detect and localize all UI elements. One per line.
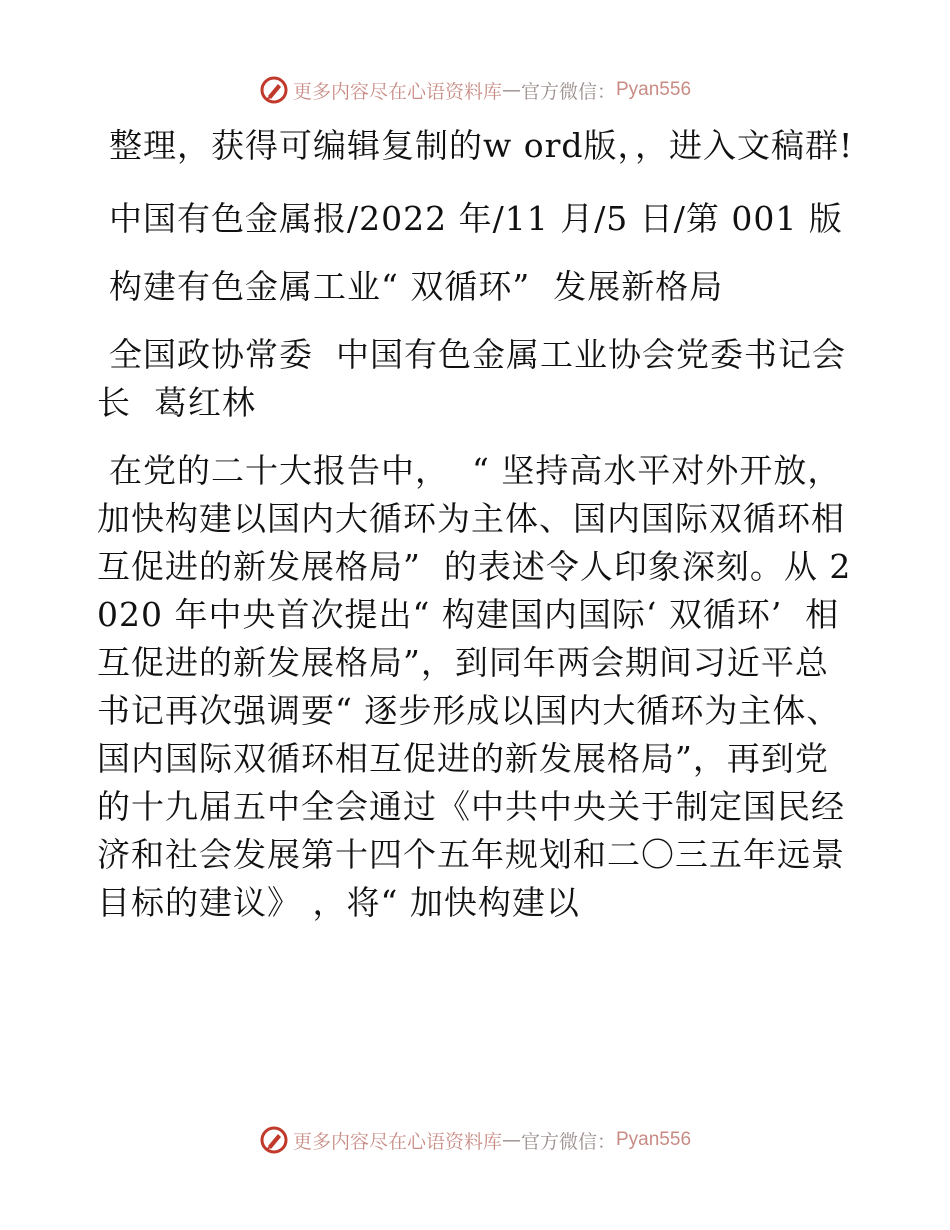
watermark-wechat-id: Pyan556 <box>616 1129 692 1150</box>
pen-logo-icon <box>259 1125 289 1155</box>
watermark-official-label: 官方微信： <box>520 80 616 103</box>
body-paragraph: 在党的二十大报告中， “ 坚持高水平对外开放，加快构建以国内大循环为主体、国内国际双循环相互促进的新发展格局” 的表述令人印象深刻。从 2020 年中央首次提出“ 构建国内国际‘ 双循环’ 相互促进的新发展格局”，到同年两会期间习近平总书记再次强调要“ 逐步形成以国内大循环为主体、国内国际双循环相互促进的新发展格局”，再到党的十九届五中全会通过《中共中央关于制定国民经济和社会发展第十四个五年规划和二〇三五年远景目标的建议》 ，将“ 加快构建以 <box>97 451 852 922</box>
intro-paragraph: 整理，获得可编辑复制的w ord版，，进入文稿群! <box>109 126 854 165</box>
watermark-library-text: 更多内容尽在心语资料库 <box>292 1130 502 1153</box>
watermark-official-label: 官方微信： <box>520 1130 616 1153</box>
footer-watermark <box>0 1120 950 1160</box>
pen-logo-icon <box>259 75 289 105</box>
watermark-dash: — <box>501 79 521 101</box>
document-body <box>97 122 857 927</box>
header-watermark <box>0 70 950 110</box>
watermark-library-text: 更多内容尽在心语资料库 <box>292 80 502 103</box>
source-line: 中国有色金属报/2022 年/11 月/5 日/第 001 版 <box>109 199 843 238</box>
author-line: 全国政协常委 中国有色金属工业协会党委书记会长 葛红林 <box>97 335 846 422</box>
article-title: 构建有色金属工业“ 双循环” 发展新格局 <box>109 267 724 306</box>
watermark-wechat-id: Pyan556 <box>616 79 692 100</box>
watermark-dash: — <box>501 1129 521 1151</box>
